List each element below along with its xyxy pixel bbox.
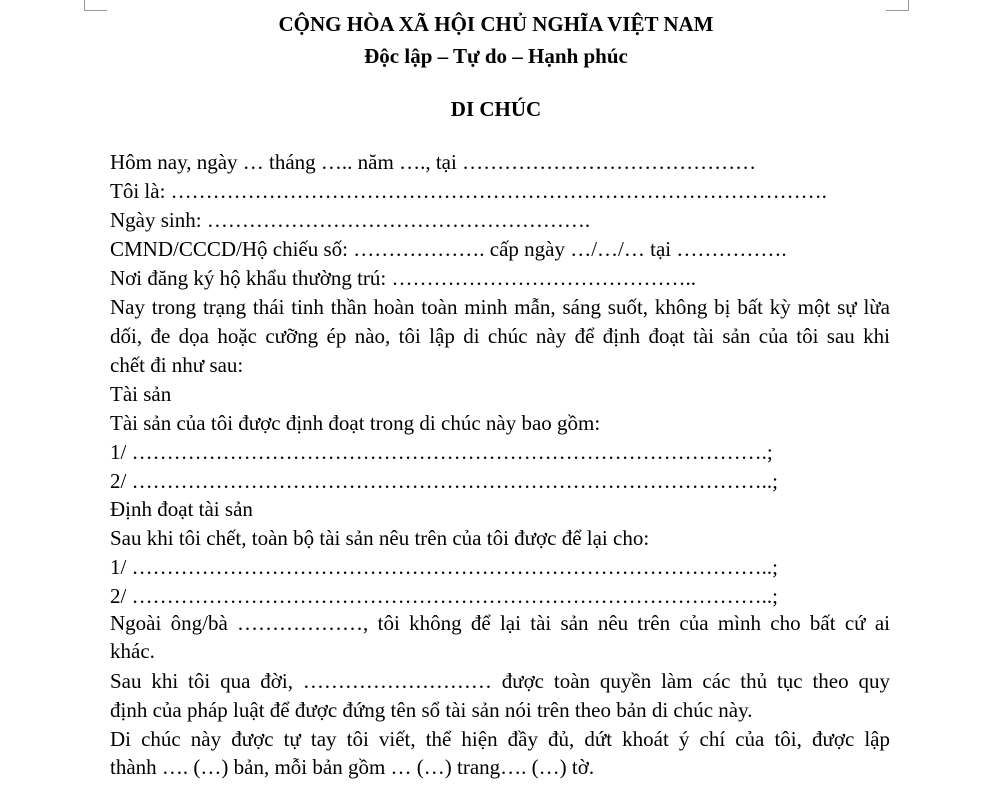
dob-line: Ngày sinh: ………………………………………………. <box>110 208 591 232</box>
id-line: CMND/CCCD/Hộ chiếu số: ………………. cấp ngày …/…/… tại ……………. <box>110 237 787 261</box>
motto-heading: Độc lập – Tự do – Hạnh phúc <box>364 44 628 68</box>
page-corner-mark-right <box>886 0 909 11</box>
intro-paragraph-line-1: Nay trong trạng thái tinh thần hoàn toàn minh mẫn, sáng suốt, không bị bất kỳ một sự lừa <box>110 295 890 319</box>
document-title: DI CHÚC <box>450 97 542 121</box>
exclusion-line-1: Ngoài ông/bà ………………, tôi không để lại tài sản nêu trên của mình cho bất cứ ai <box>110 611 890 635</box>
intro-paragraph-line-3: chết đi như sau: <box>110 353 244 377</box>
disposal-intro: Sau khi tôi chết, toàn bộ tài sản nêu trên của tôi được để lại cho: <box>110 526 650 550</box>
page-corner-mark-left <box>84 0 107 11</box>
disposal-section-heading: Định đoạt tài sản <box>110 497 253 521</box>
executor-line-2: định của pháp luật để được đứng tên sổ tài sản nói trên theo bản di chúc này. <box>110 698 753 722</box>
country-heading: CỘNG HÒA XÃ HỘI CHỦ NGHĨA VIỆT NAM <box>278 12 714 36</box>
intro-paragraph-line-2: dối, đe dọa hoặc cưỡng ép nào, tôi lập di chúc này để định đoạt tài sản của tôi sau khi <box>110 324 890 348</box>
assets-intro: Tài sản của tôi được định đoạt trong di chúc này bao gồm: <box>110 411 601 435</box>
executor-line-1: Sau khi tôi qua đời, ……………………… được toàn quyền làm các thủ tục theo quy <box>110 669 890 693</box>
heir-item-1: 1/ ………………………………………………………………………………..; <box>110 555 778 579</box>
exclusion-line-2: khác. <box>110 639 155 663</box>
date-place-line: Hôm nay, ngày … tháng ….. năm …., tại …………………………………… <box>110 150 757 174</box>
heir-item-2: 2/ ………………………………………………………………………………..; <box>110 584 778 608</box>
name-line: Tôi là: …………………………………………………………………………………. <box>110 179 827 203</box>
assets-section-heading: Tài sản <box>110 382 172 406</box>
residence-line: Nơi đăng ký hộ khẩu thường trú: …………………………………….. <box>110 266 696 290</box>
closing-line-1: Di chúc này được tự tay tôi viết, thể hiện đầy đủ, dứt khoát ý chí của tôi, được lập <box>110 727 890 751</box>
closing-line-2: thành …. (…) bản, mỗi bản gồm … (…) trang…. (…) tờ. <box>110 755 595 779</box>
asset-item-2: 2/ ………………………………………………………………………………..; <box>110 469 778 493</box>
asset-item-1: 1/ ……………………………………………………………………………….; <box>110 440 773 464</box>
